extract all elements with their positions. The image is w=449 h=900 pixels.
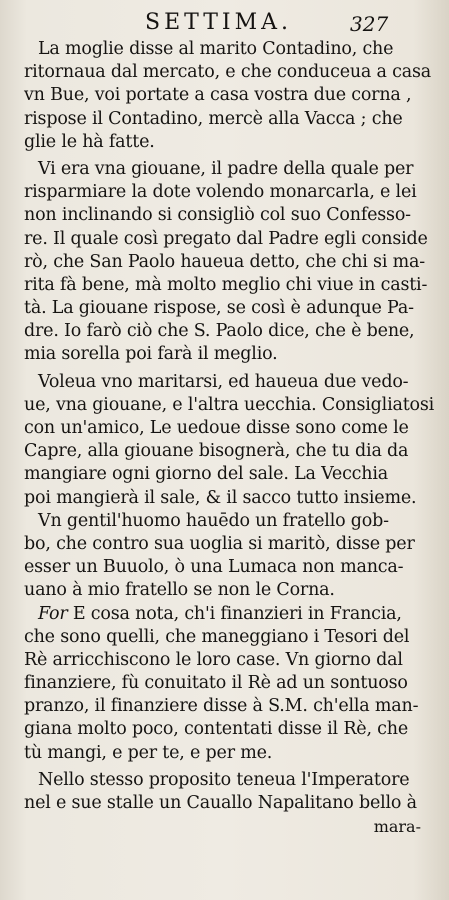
text-line: Voleua vno maritarsi, ed haueua due vedo- bbox=[38, 371, 409, 392]
paragraph bbox=[24, 38, 429, 154]
text-line: bo, che contro sua uoglia si maritò, disse per bbox=[24, 533, 415, 554]
text-line: tà. La giouane rispose, se così è adunque Pa- bbox=[24, 298, 414, 319]
text-line: glie le hà fatte. bbox=[24, 131, 155, 152]
text-line: finanziere, fù conuitato il Rè ad un sontuoso bbox=[24, 673, 408, 694]
text-line: poi mangierà il sale, & il sacco tutto insieme. bbox=[24, 487, 417, 508]
text-line: dre. Io farò ciò che S. Paolo dice, che è bene, bbox=[24, 321, 415, 342]
text-line: La moglie disse al marito Contadino, che bbox=[38, 39, 394, 59]
text-line: che sono quelli, che maneggiano i Tesori del bbox=[24, 626, 410, 647]
text-line: Vi era vna giouane, il padre della quale per bbox=[38, 158, 414, 179]
text-line: mangiare ogni giorno del sale. La Vecchia bbox=[24, 464, 388, 485]
text-line: mia sorella poi farà il meglio. bbox=[24, 344, 278, 365]
text-line: esser un Buuolo, ò una Lumaca non manca- bbox=[24, 557, 404, 578]
paragraph bbox=[24, 603, 429, 765]
page-header bbox=[0, 6, 449, 36]
paragraph bbox=[24, 158, 429, 367]
marginal-note: For bbox=[38, 603, 68, 624]
text-line: risparmiare la dote volendo monarcarla, e lei bbox=[24, 182, 417, 203]
paragraph bbox=[24, 769, 429, 815]
paragraph bbox=[24, 510, 429, 603]
text-line: ue, vna giouane, e l'altra uecchia. Consigliatosi bbox=[24, 394, 435, 415]
paragraph bbox=[24, 371, 435, 510]
text-line: ritornaua dal mercato, e che conduceua a casa bbox=[24, 62, 431, 83]
text-line bbox=[24, 603, 429, 626]
text-line: uano à mio fratello se non le Corna. bbox=[24, 580, 335, 601]
text-line: pranzo, il finanziere disse à S.M. ch'ella man- bbox=[24, 696, 419, 717]
text-line: rispose il Contadino, mercè alla Vacca ; che bbox=[24, 108, 403, 129]
text-line: Rè arricchiscono le loro case. Vn giorno dal bbox=[24, 649, 403, 670]
text-line: rò, che San Paolo haueua detto, che chi si ma- bbox=[24, 251, 425, 272]
text-line: giana molto poco, contentati disse il Rè, che bbox=[24, 719, 409, 740]
text-line: nel e sue stalle un Cauallo Napalitano bello à bbox=[24, 793, 417, 813]
text-line: non inclinando si consigliò col suo Confesso- bbox=[24, 205, 411, 226]
text-line: Vn gentil'huomo hauēdo un fratello gob- bbox=[38, 510, 389, 531]
text-line: Nello stesso proposito teneua l'Imperatore bbox=[38, 769, 410, 790]
text-line: tù mangi, e per te, e per me. bbox=[24, 742, 273, 763]
text-line: vn Bue, voi portate a casa vostra due corna , bbox=[24, 85, 412, 106]
text-line: rita fà bene, mà molto meglio chi viue in casti- bbox=[24, 274, 428, 295]
text-line: re. Il quale così pregato dal Padre egli conside bbox=[24, 228, 428, 249]
running-title: SETTIMA. bbox=[145, 10, 292, 35]
text-line: con un'amico, Le uedoue disse sono come le bbox=[24, 418, 409, 438]
page-number: 327 bbox=[350, 12, 389, 36]
text-line: Capre, alla giouane bisognerà, che tu dia da bbox=[24, 441, 409, 462]
body-text bbox=[24, 38, 435, 839]
catchword: mara- bbox=[373, 817, 421, 837]
text-line-content: E cosa nota, ch'i finanzieri in Francia, bbox=[72, 603, 402, 624]
